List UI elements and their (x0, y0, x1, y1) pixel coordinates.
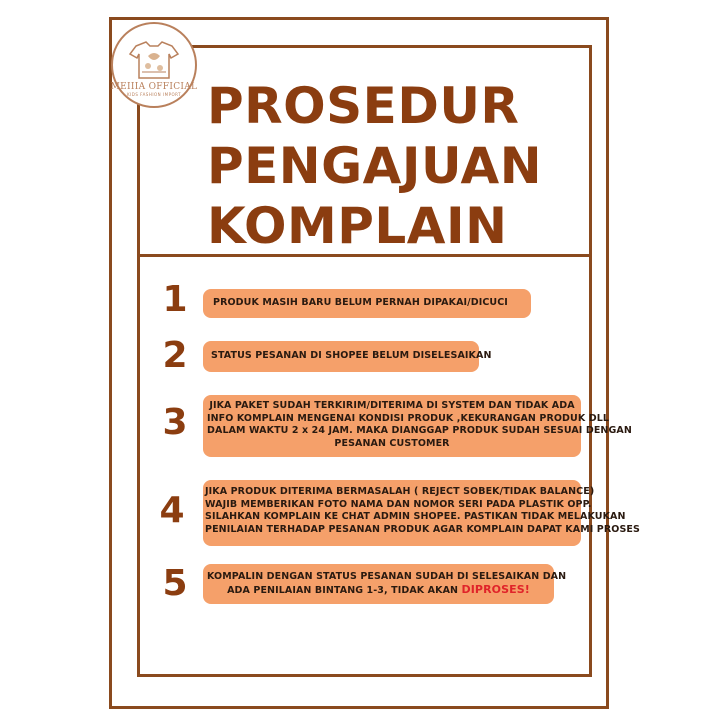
step-4-text-line-1: JIKA PRODUK DITERIMA BERMASALAH ( REJECT SOBEK/TIDAK BALANCE) (205, 486, 595, 497)
step-3-text-line-3: DALAM WAKTU 2 x 24 JAM. MAKA DIANGGAP PRODUK SUDAH SESUAI DENGAN (207, 425, 632, 436)
step-4-number: 4 (159, 490, 185, 531)
step-3-number: 3 (162, 402, 188, 443)
step-5-emphasis: DIPROSES! (461, 582, 530, 596)
step-2-text: STATUS PESANAN DI SHOPEE BELUM DISELESAIKAN (211, 350, 492, 361)
step-4-text-line-3: SILAHKAN KOMPLAIN KE CHAT ADMIN SHOPEE. PASTIKAN TIDAK MELAKUKAN (205, 511, 626, 522)
step-1-text: PRODUK MASIH BARU BELUM PERNAH DIPAKAI/DICUCI (213, 297, 508, 308)
step-1-box (203, 289, 531, 318)
step-4-text-line-4: PENILAIAN TERHADAP PESANAN PRODUK AGAR KOMPLAIN DAPAT KAMI PROSES (205, 523, 640, 535)
title-line-3: KOMPLAIN (207, 197, 508, 255)
step-4-text-line-2: WAJIB MEMBERIKAN FOTO NAMA DAN NOMOR SERI PADA PLASTIK OPP. (205, 498, 592, 510)
step-5-text-line-2 (207, 584, 550, 598)
logo-tagline: KIDS FASHION IMPORT (126, 91, 182, 97)
step-2-box (203, 341, 492, 372)
step-3-text-line-1: JIKA PAKET SUDAH TERKIRIM/DITERIMA DI SYSTEM DAN TIDAK ADA (209, 400, 575, 411)
step-5-number: 5 (162, 563, 188, 604)
logo-name: MEIIIA OFFICIAL (110, 81, 198, 92)
step-2-number: 2 (162, 335, 188, 376)
step-1-number: 1 (162, 279, 188, 320)
step-3-text-line-4: PESANAN CUSTOMER (334, 437, 450, 449)
step-4-box (203, 480, 640, 546)
clothing-logo-icon (128, 40, 180, 80)
title-line-2: PENGAJUAN (207, 137, 543, 195)
step-3-text-line-2: INFO KOMPLAIN MENGENAI KONDISI PRODUK ,KEKURANGAN PRODUK DLL (207, 412, 610, 424)
page-title (207, 76, 587, 256)
step-5-box (203, 564, 567, 604)
step-5-text-line-1: KOMPALIN DENGAN STATUS PESANAN SUDAH DI SELESAIKAN DAN (207, 571, 567, 582)
step-3-box (203, 395, 632, 457)
brand-logo (111, 22, 197, 108)
title-line-1: PROSEDUR (207, 77, 520, 135)
step-5-text-line-2-main: ADA PENILAIAN BINTANG 1-3, TIDAK AKAN (227, 584, 459, 596)
